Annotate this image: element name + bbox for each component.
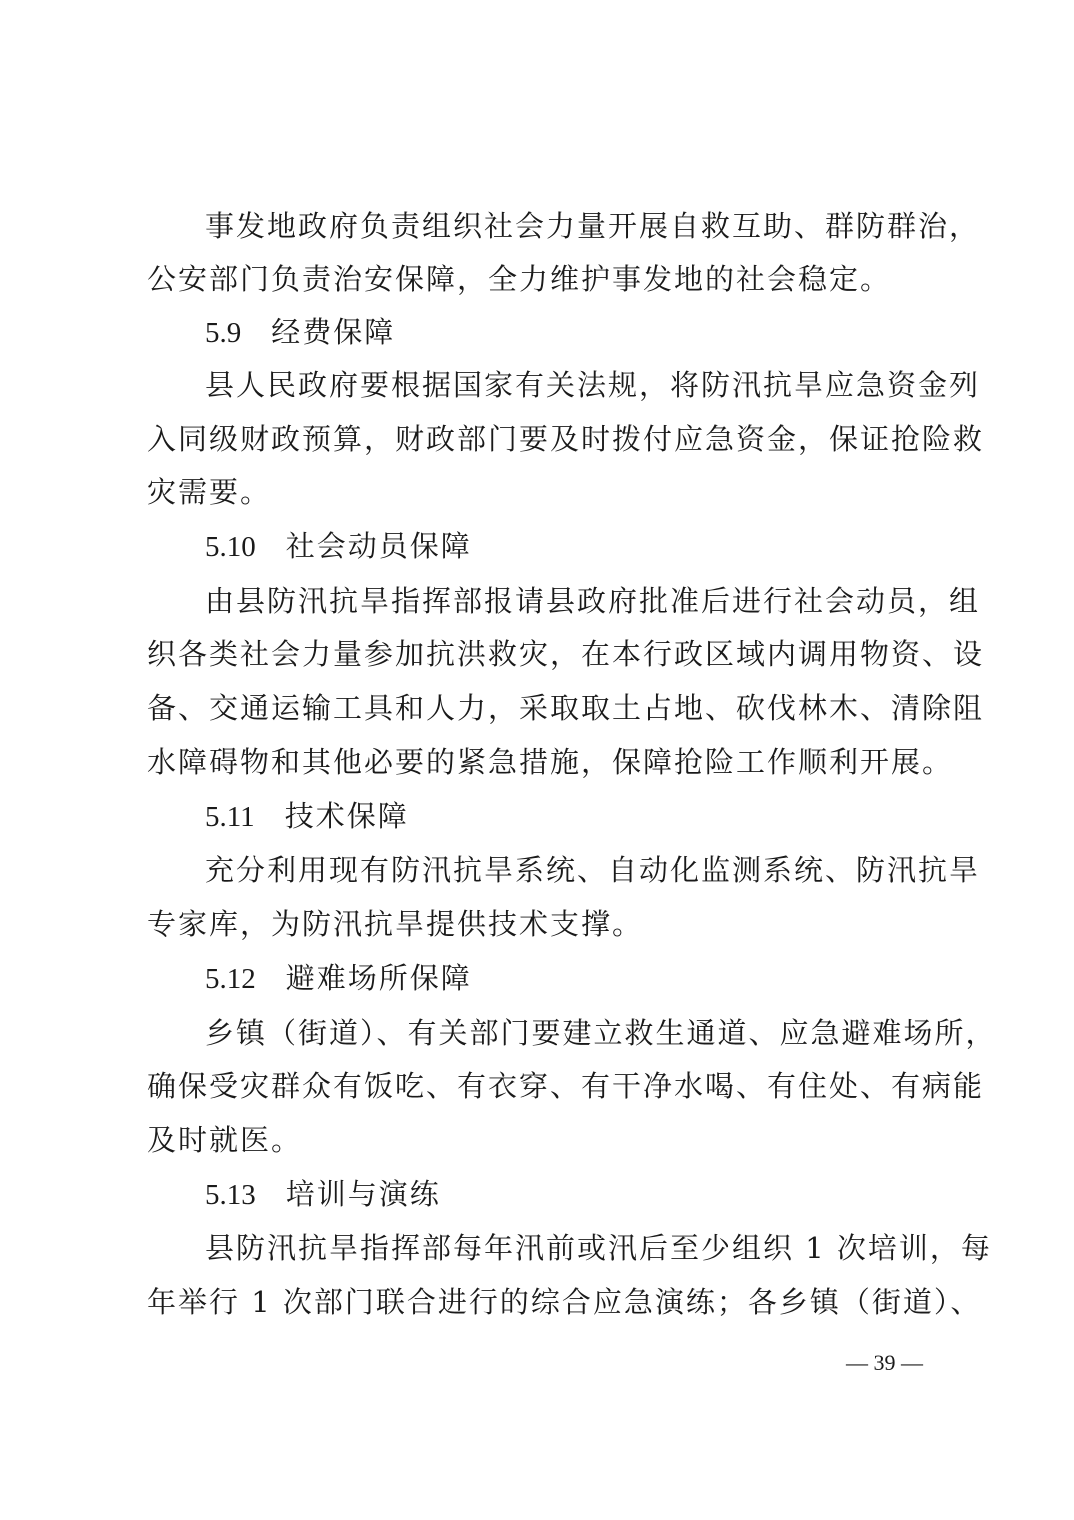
section-heading-5-10 [205, 528, 472, 565]
section-heading-5-11 [205, 798, 409, 835]
section-title: 经费保障 [271, 315, 396, 349]
paragraph-line: 年举行 1 次部门联合进行的综合应急演练；各乡镇（街道）、 [147, 1285, 982, 1319]
paragraph-line: 水障碍物和其他必要的紧急措施，保障抢险工作顺利开展。 [147, 745, 954, 779]
paragraph-line: 确保受灾群众有饭吃、有衣穿、有干净水喝、有住处、有病能 [147, 1069, 985, 1103]
paragraph-line: 织各类社会力量参加抗洪救灾，在本行政区域内调用物资、设 [147, 637, 985, 671]
section-title: 培训与演练 [285, 1177, 441, 1211]
section-heading-5-13 [205, 1176, 441, 1213]
section-number: 5.13 [205, 1179, 256, 1211]
paragraph-line: 由县防汛抗旱指挥部报请县政府批准后进行社会动员，组 [205, 584, 981, 618]
page-number: — 39 — [846, 1350, 923, 1375]
paragraph-line: 专家库，为防汛抗旱提供技术支撑。 [147, 907, 644, 941]
section-number: 5.9 [205, 317, 242, 349]
paragraph-line: 充分利用现有防汛抗旱系统、自动化监测系统、防汛抗旱 [205, 853, 981, 887]
section-heading-5-12 [205, 960, 472, 997]
paragraph-line: 县防汛抗旱指挥部每年汛前或汛后至少组织 1 次培训，每 [205, 1231, 992, 1265]
section-title: 避难场所保障 [285, 961, 472, 995]
paragraph-line: 及时就医。 [147, 1123, 303, 1157]
paragraph-line: 事发地政府负责组织社会力量开展自救互助、群防群治， [205, 209, 981, 243]
section-number: 5.11 [205, 801, 255, 833]
section-number: 5.10 [205, 531, 256, 563]
paragraph-line: 乡镇（街道）、有关部门要建立救生通道、应急避难场所， [205, 1016, 997, 1050]
paragraph-line: 备、交通运输工具和人力，采取取土占地、砍伐林木、清除阻 [147, 691, 985, 725]
section-title: 技术保障 [284, 799, 409, 833]
paragraph-line: 县人民政府要根据国家有关法规，将防汛抗旱应急资金列 [205, 368, 981, 402]
section-heading-5-9 [205, 314, 395, 351]
section-title: 社会动员保障 [285, 529, 472, 563]
section-number: 5.12 [205, 963, 256, 995]
paragraph-line: 灾需要。 [147, 475, 272, 509]
paragraph-line: 公安部门负责治安保障，全力维护事发地的社会稳定。 [147, 262, 892, 296]
paragraph-line: 入同级财政预算，财政部门要及时拨付应急资金，保证抢险救 [147, 422, 985, 456]
